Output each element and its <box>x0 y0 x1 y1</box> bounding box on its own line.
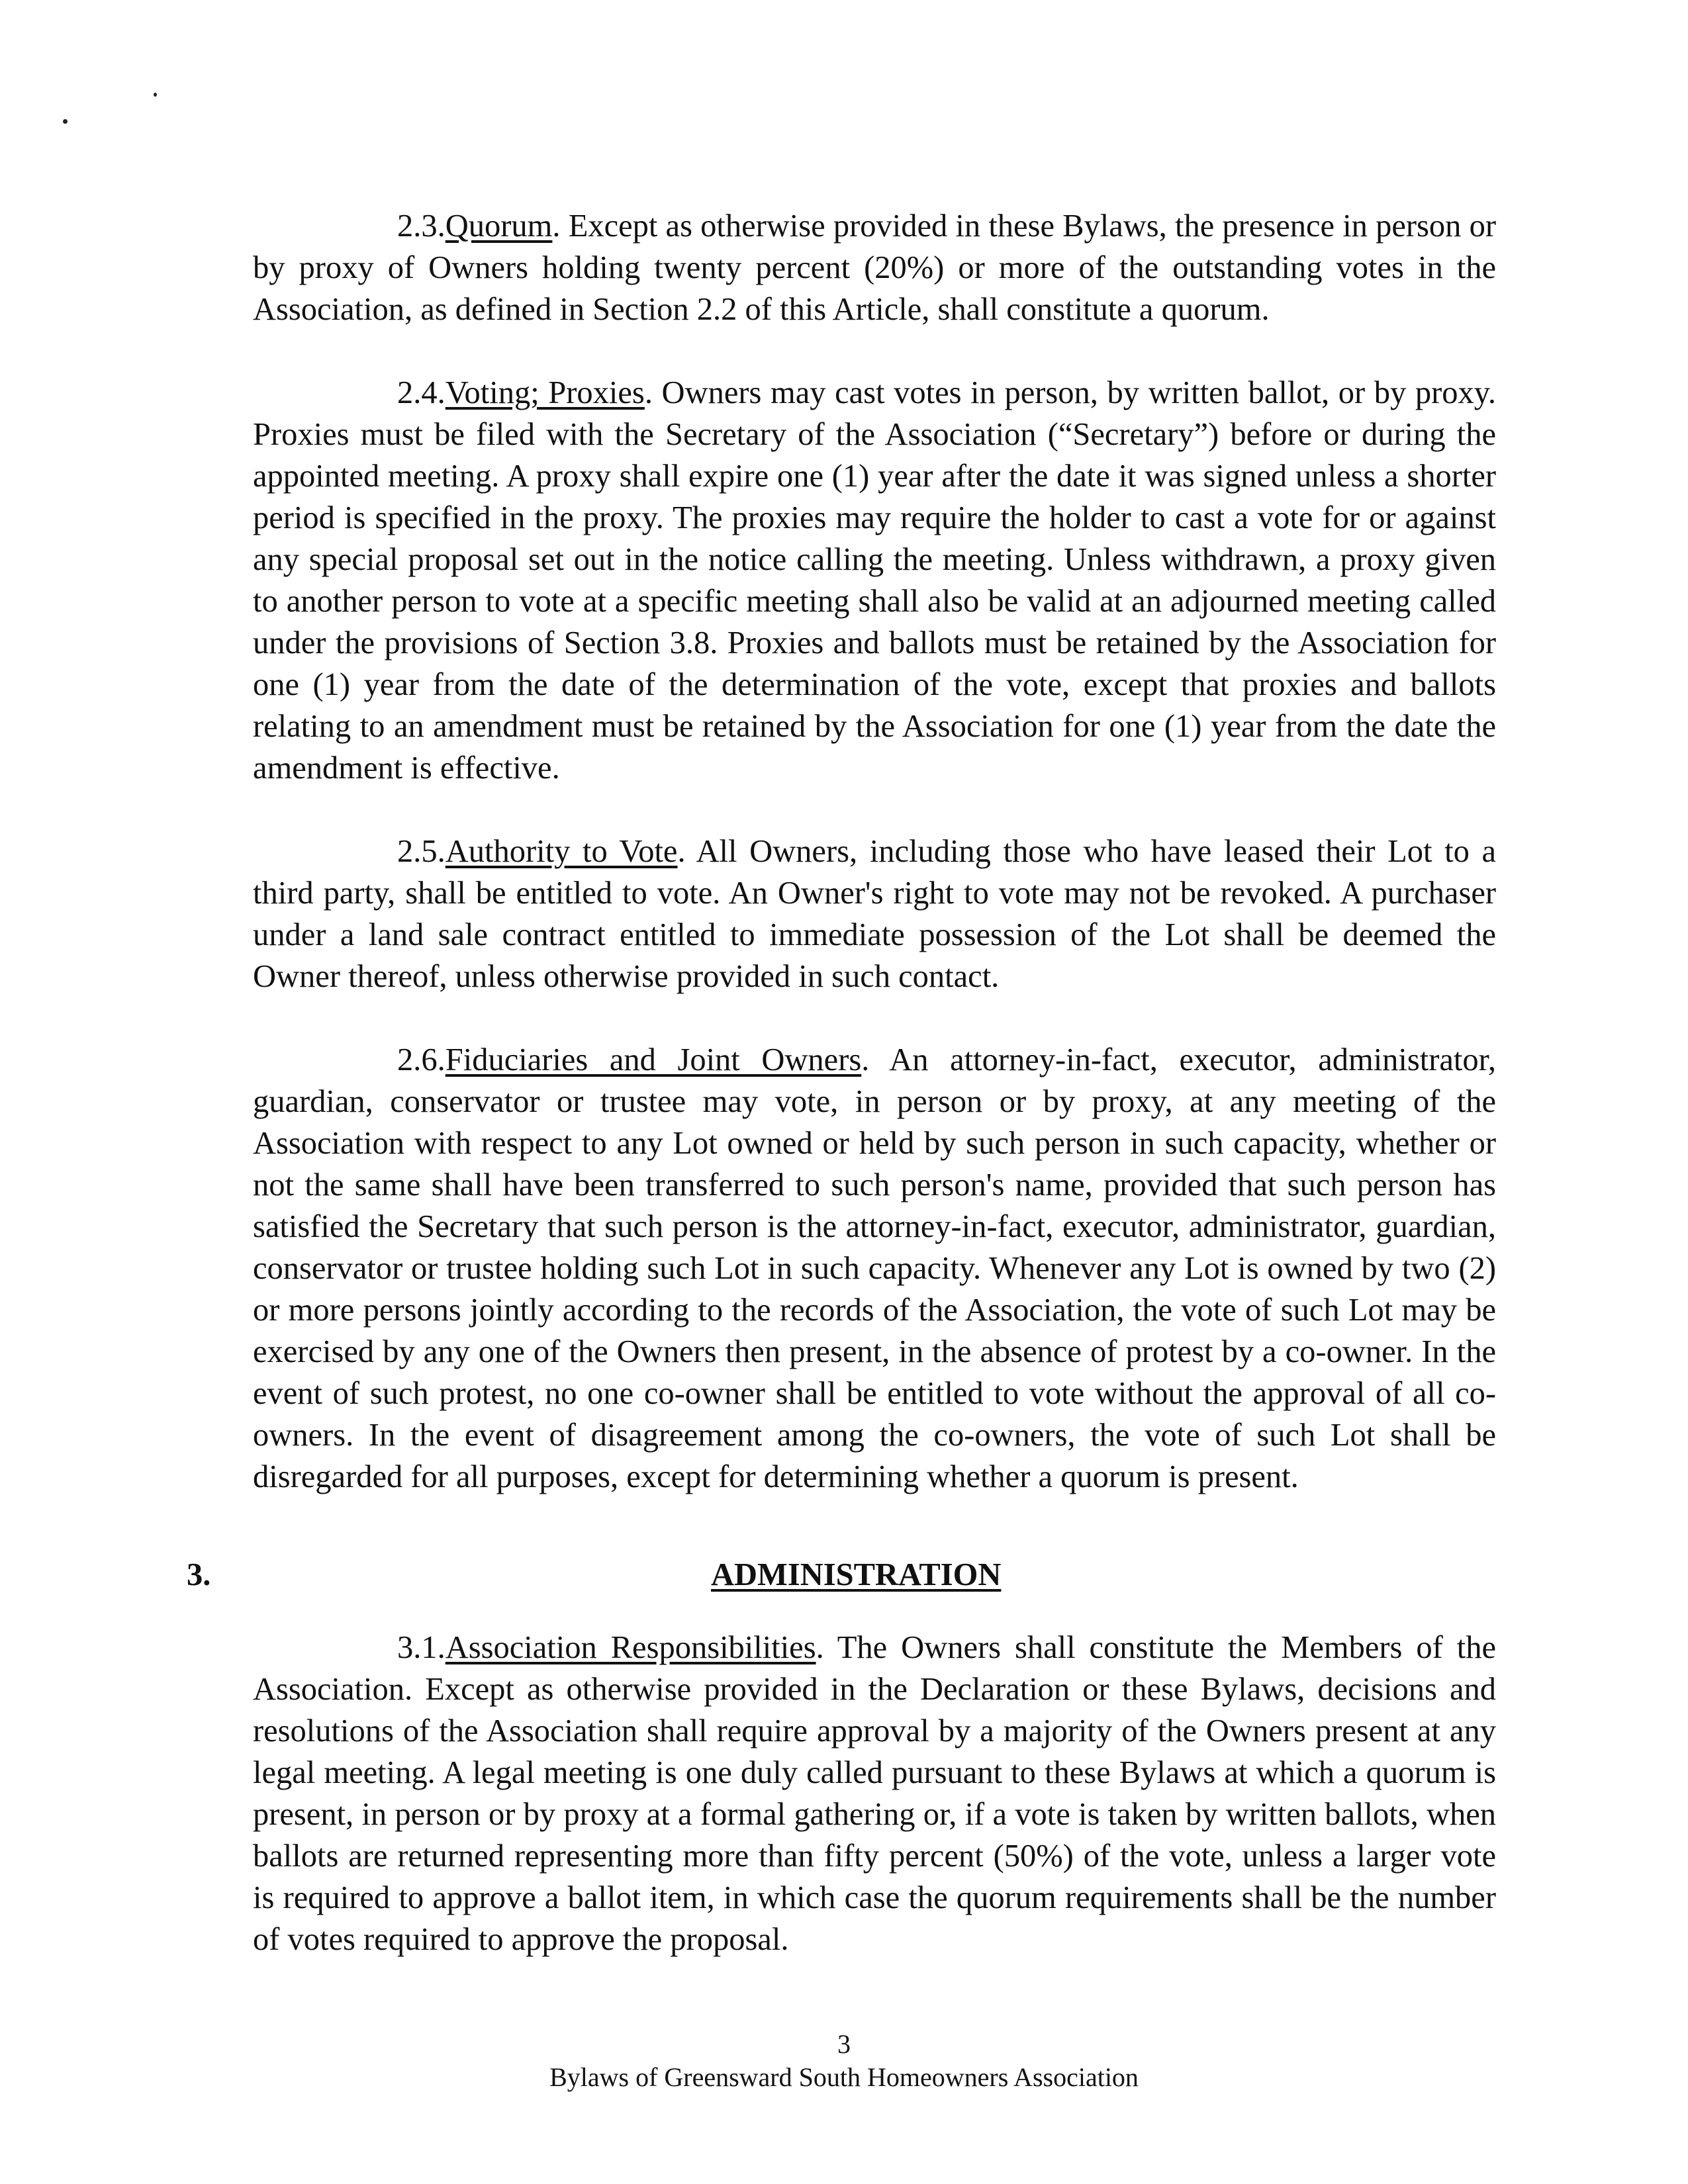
paragraph-heading: Voting; Proxies <box>445 375 645 410</box>
section-number: 3. <box>187 1557 211 1592</box>
paragraph-heading: Authority to Vote <box>445 834 678 869</box>
paragraph-text: . Owners may cast votes in person, by written ballot, or by proxy. Proxies must be filed with the Secretary of the Association (“Secretary”) before or during the appointed meeting. A proxy shall expire one (1) year after the date it was signed unless a shorter period is specified in the proxy. The proxies may require the holder to cast a vote for or against any special proposal set out in the notice calling the meeting. Unless withdrawn, a proxy given to another person to vote at a specific meeting shall also be valid at an adjourned meeting called under the provisions of Section 3.8. Proxies and ballots must be retained by the Association for one (1) year from the date of the determination of the vote, except that proxies and ballots relating to an amendment must be retained by the Association for one (1) year from the date the amendment is effective. <box>253 375 1496 786</box>
paragraph-text: . The Owners shall constitute the Members of the Association. Except as otherwise provided in the Declaration or these Bylaws, decisions and resolutions of the Association shall require approval by a majority of the Owners present at any legal meeting. A legal meeting is one duly called pursuant to these Bylaws at which a quorum is present, in person or by proxy at a formal gathering or, if a vote is taken by written ballots, when ballots are returned representing more than fifty percent (50%) of the vote, unless a larger vote is required to approve a ballot item, in which case the quorum requirements shall be the number of votes required to approve the proposal. <box>253 1630 1496 1957</box>
paragraph-heading: Quorum <box>445 208 553 244</box>
paragraph-2-4 <box>253 372 1496 789</box>
paragraph-heading: Fiduciaries and Joint Owners <box>445 1042 862 1077</box>
paragraph-number: 2.4. <box>397 375 445 410</box>
section-heading <box>0 1557 1688 1603</box>
paragraph-heading: Association Responsibilities <box>445 1630 816 1665</box>
page-number: 3 <box>837 2029 851 2059</box>
footer-title: Bylaws of Greensward South Homeowners Association <box>549 2062 1139 2092</box>
paragraph-number: 2.6. <box>397 1042 445 1077</box>
article-2-body <box>253 205 1496 1539</box>
paragraph-number: 2.3. <box>397 208 445 244</box>
paragraph-number: 3.1. <box>397 1630 445 1665</box>
paragraph-text: . All Owners, including those who have leased their Lot to a third party, shall be entitled to vote. An Owner's right to vote may not be revoked. A purchaser under a land sale contract entitled to immediate possession of the Lot shall be deemed the Owner thereof, unless otherwise provided in such contact. <box>253 834 1496 994</box>
paragraph-number: 2.5. <box>397 834 445 869</box>
paragraph-text: . Except as otherwise provided in these Bylaws, the presence in person or by proxy of Owners holding twenty percent (20%) or more of the outstanding votes in the Association, as defined in Section 2.2 of this Article, shall constitute a quorum. <box>253 208 1496 327</box>
article-3-body <box>253 1627 1496 2002</box>
paragraph-3-1 <box>253 1627 1496 1960</box>
scan-speck <box>154 93 157 97</box>
scan-speck <box>63 119 68 124</box>
paragraph-2-6 <box>253 1039 1496 1498</box>
paragraph-2-3 <box>253 205 1496 330</box>
section-title: ADMINISTRATION <box>711 1557 1002 1592</box>
page-footer <box>0 2028 1688 2094</box>
paragraph-2-5 <box>253 831 1496 997</box>
paragraph-text: . An attorney-in-fact, executor, administrator, guardian, conservator or trustee may vote, in person or by proxy, at any meeting of the Association with respect to any Lot owned or held by such person in such capacity, whether or not the same shall have been transferred to such person's name, provided that such person has satisfied the Secretary that such person is the attorney-in-fact, executor, administrator, guardian, conservator or trustee holding such Lot in such capacity. Whenever any Lot is owned by two (2) or more persons jointly according to the records of the Association, the vote of such Lot may be exercised by any one of the Owners then present, in the absence of protest by a co-owner. In the event of such protest, no one co-owner shall be entitled to vote without the approval of all co-owners. In the event of disagreement among the co-owners, the vote of such Lot shall be disregarded for all purposes, except for determining whether a quorum is present. <box>253 1042 1496 1494</box>
